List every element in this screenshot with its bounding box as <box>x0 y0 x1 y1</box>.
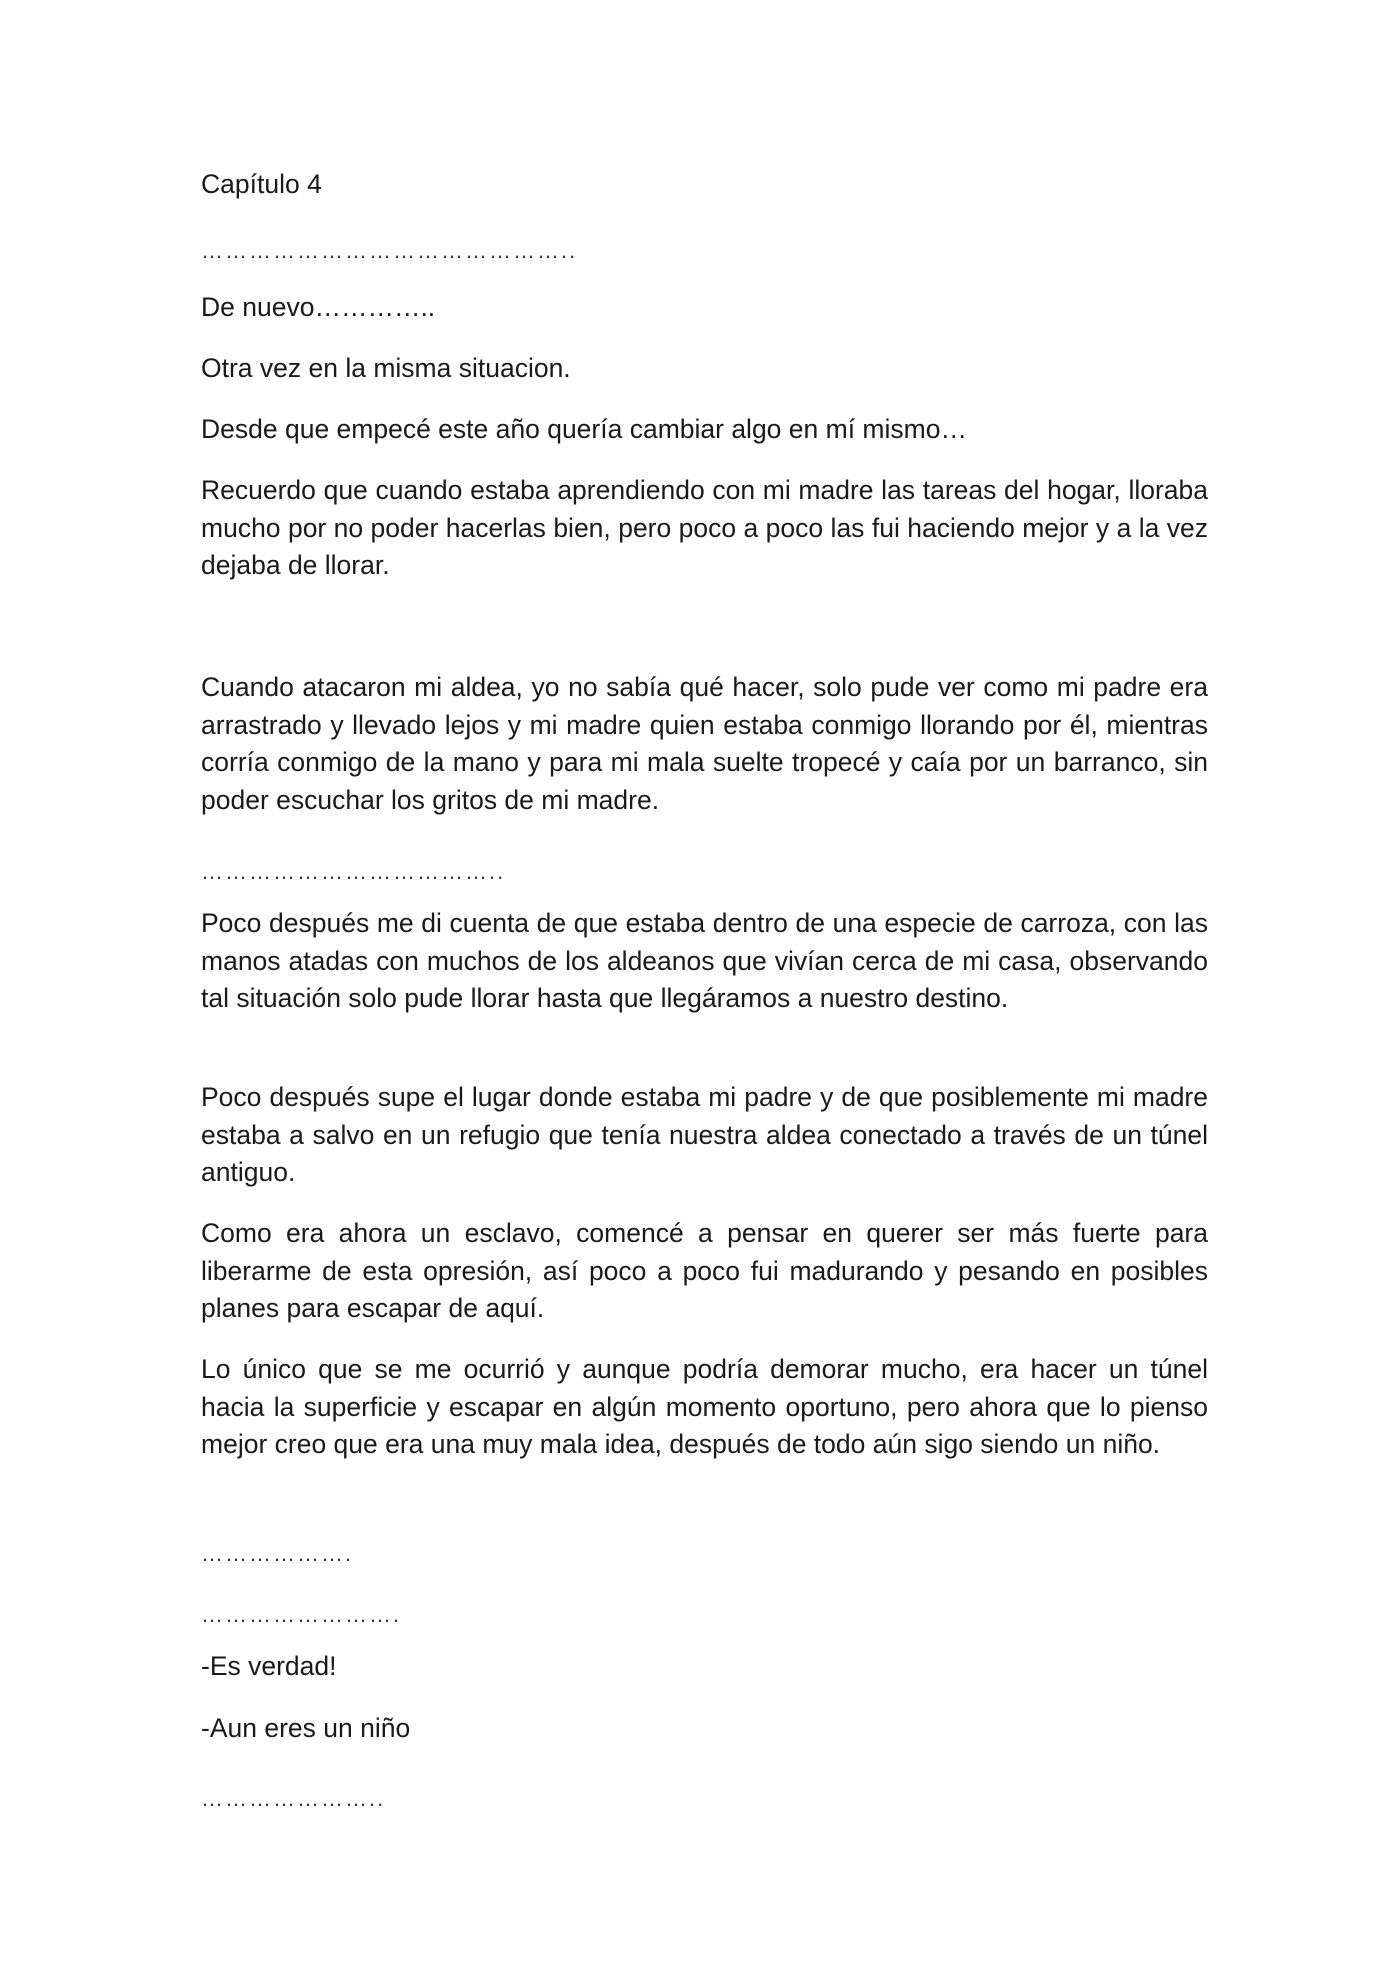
paragraph: Poco después supe el lugar donde estaba mi padre y de que posiblemente mi madre estaba a salvo en un refugio que tenía nuestra aldea conectado a través de un túnel antiguo. <box>201 1082 1208 1188</box>
paragraph: Recuerdo que cuando estaba aprendiendo con mi madre las tareas del hogar, lloraba mucho por no poder hacerlas bien, pero poco a poco las fui haciendo mejor y a la vez dejaba de llorar. <box>201 475 1208 581</box>
paragraph: Como era ahora un esclavo, comencé a pensar en querer ser más fuerte para liberarme de esta opresión, así poco a poco fui madurando y pesando en posibles planes para escapar de aquí. <box>201 1218 1208 1324</box>
paragraph: Lo único que se me ocurrió y aunque podría demorar mucho, era hacer un túnel hacia la superficie y escapar en algún momento oportuno, pero ahora que lo pienso mejor creo que era una muy mala idea, después de todo aún sigo siendo un niño. <box>201 1354 1208 1460</box>
separator: ……………………………….. <box>201 859 506 884</box>
chapter-title: Capítulo 4 <box>201 169 322 199</box>
text-line: Desde que empecé este año quería cambiar algo en mí mismo… <box>201 414 967 444</box>
dialogue-line: -Es verdad! <box>201 1651 337 1681</box>
text-line: De nuevo………….. <box>201 292 436 322</box>
separator: ……………………………………….. <box>201 238 578 263</box>
text-line: Otra vez en la misma situacion. <box>201 353 571 383</box>
dialogue-line: -Aun eres un niño <box>201 1713 411 1743</box>
separator: ………………….. <box>201 1786 386 1811</box>
paragraph: Cuando atacaron mi aldea, yo no sabía qué hacer, solo pude ver como mi padre era arrastrado y llevado lejos y mi madre quien estaba conmigo llorando por él, mientras corría conmigo de la mano y para mi mala suelte tropecé y caía por un barranco, sin poder escuchar los gritos de mi madre. <box>201 672 1208 816</box>
paragraph: Poco después me di cuenta de que estaba dentro de una especie de carroza, con las manos atadas con muchos de los aldeanos que vivían cerca de mi casa, observando tal situación solo pude llorar hasta que llegáramos a nuestro destino. <box>201 908 1208 1014</box>
separator: ……………………. <box>201 1602 402 1627</box>
separator: ………………. <box>201 1541 354 1566</box>
